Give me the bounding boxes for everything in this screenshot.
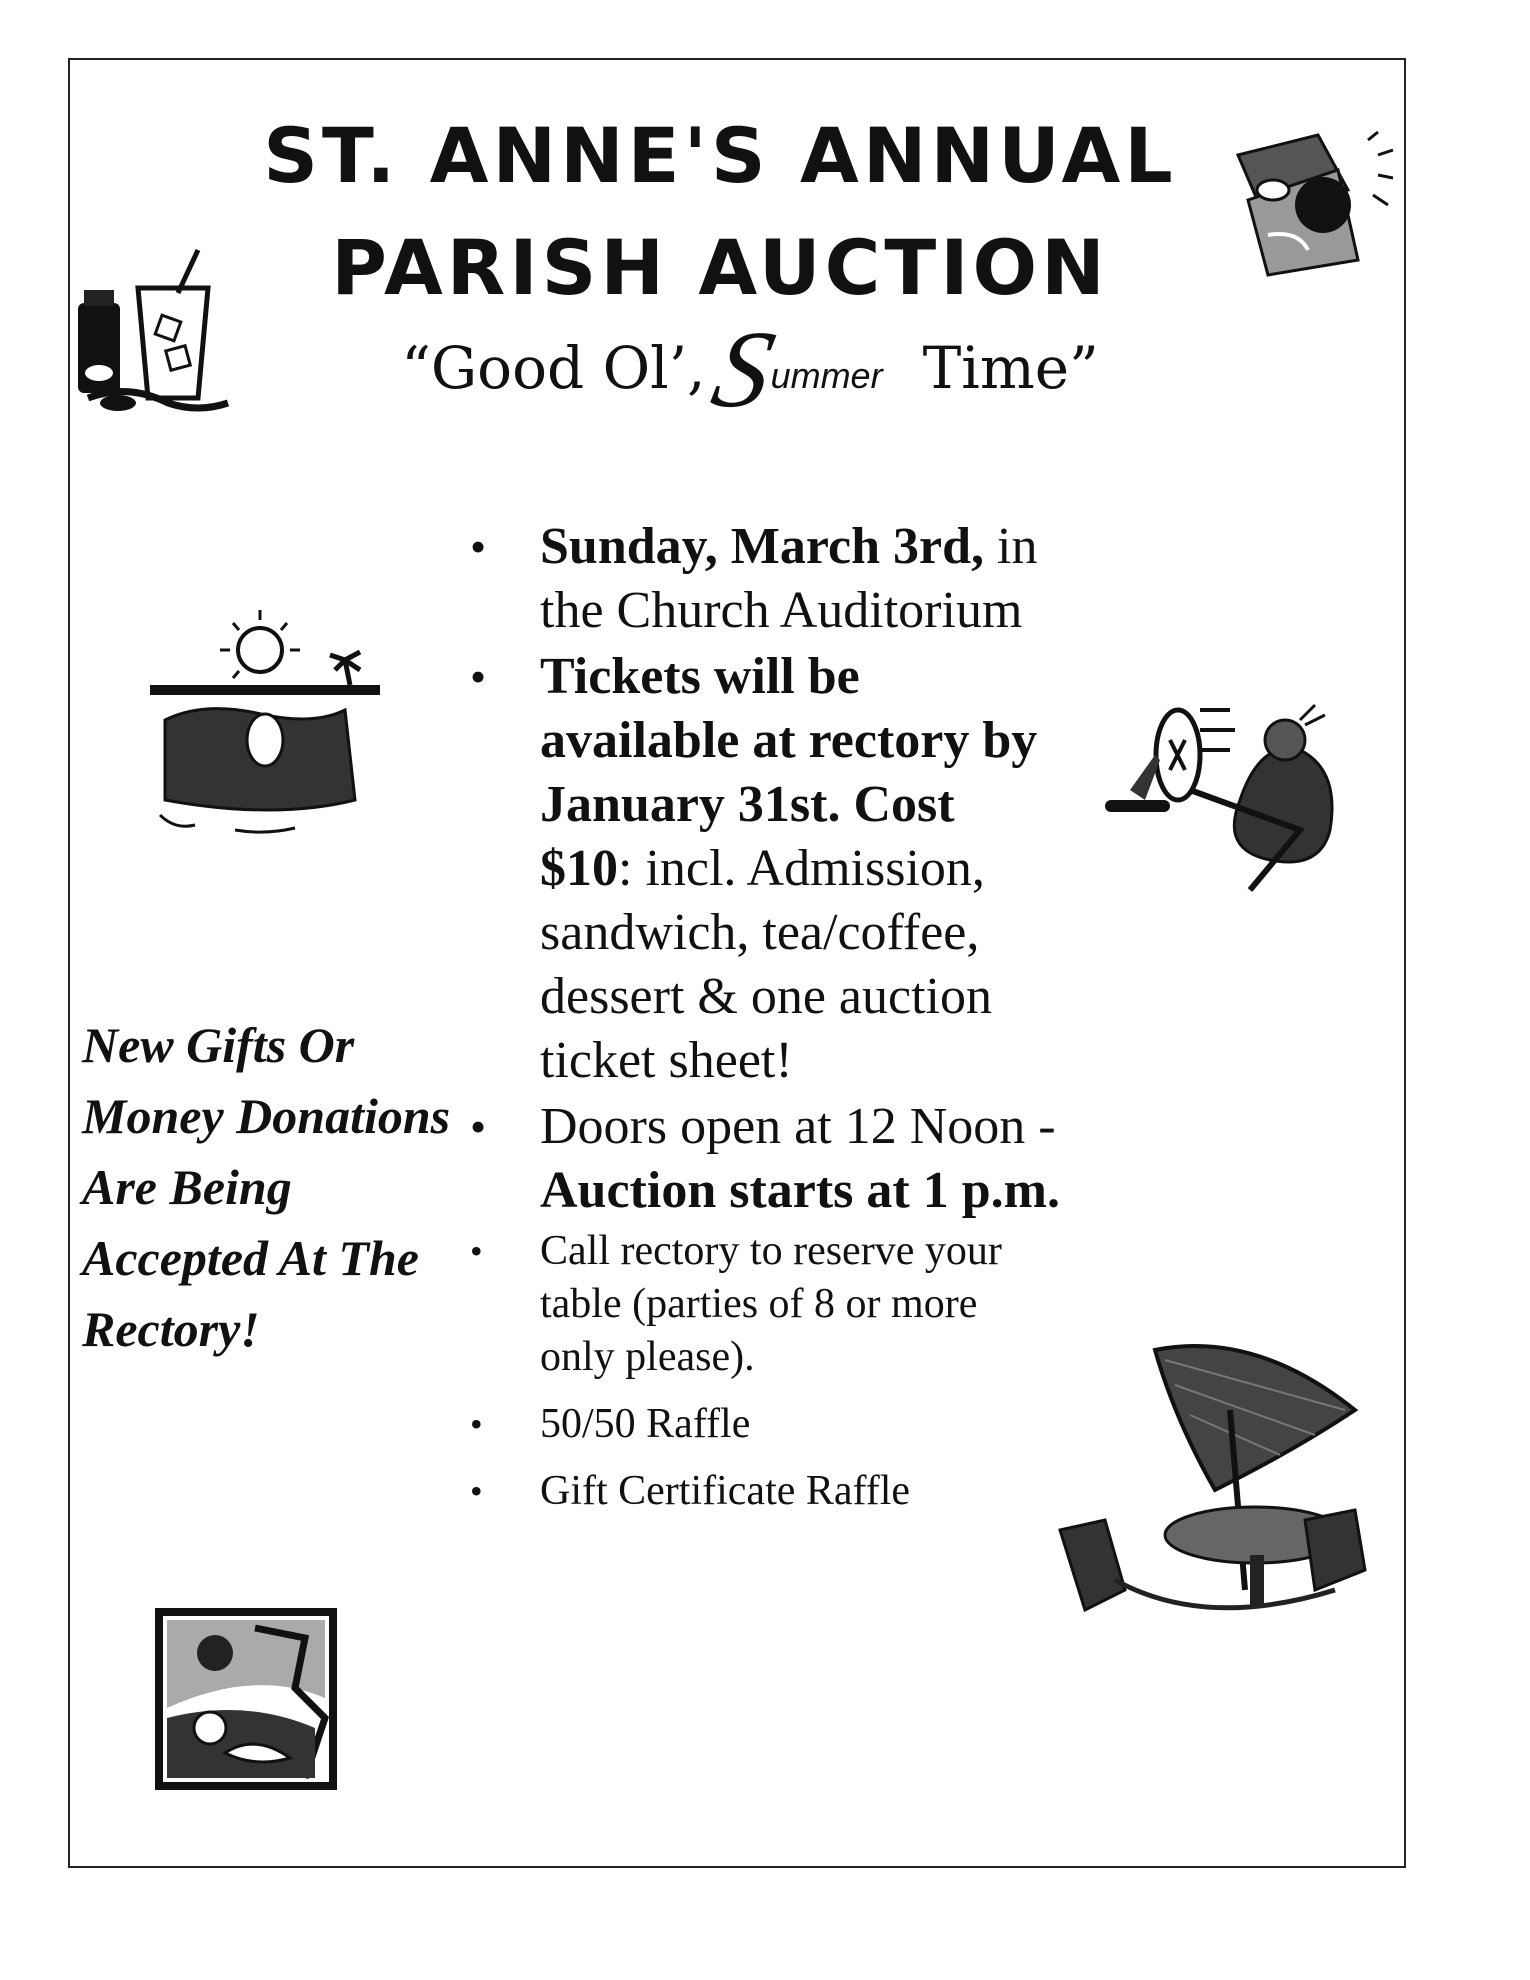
list-item: [470, 1095, 1060, 1223]
title-line-1: ST. ANNE'S ANNUAL: [263, 111, 1177, 200]
subtitle-time: Time”: [922, 334, 1099, 402]
title-line-2: PARISH AUCTION: [331, 223, 1109, 312]
subtitle-s-letter: S: [702, 308, 784, 430]
beach-scene-icon: [155, 1608, 337, 1790]
event-details-list: [470, 515, 1060, 1532]
patio-umbrella-icon: [1055, 1330, 1375, 1630]
subtitle-good-ol: “Good Ol’,: [401, 334, 706, 402]
ticket-includes: : incl. Admission, sandwich, tea/coffee, dessert & one auction ticket sheet!: [540, 840, 992, 1089]
list-item: [470, 1225, 1060, 1384]
event-date: Sunday, March 3rd,: [540, 518, 985, 575]
sun-hammock-icon: [145, 590, 395, 840]
ticket-info: Tickets will be available at rectory by January 31st. Cost $10: [540, 648, 1038, 897]
subtitle: [300, 308, 1200, 430]
list-item: [470, 645, 1060, 1093]
event-location: in the Church Auditorium: [540, 518, 1038, 639]
summer-drinks-icon: [68, 248, 238, 418]
subtitle-ummer: ummer: [770, 355, 883, 396]
beach-items-icon: [1228, 130, 1408, 280]
list-item: [470, 1465, 1060, 1518]
donations-note: New Gifts Or Money Donations Are Being Accepted At The Rectory!: [82, 1017, 451, 1357]
list-item: [470, 1398, 1060, 1451]
doors-open: Doors open at 12 Noon -: [540, 1098, 1056, 1155]
auction-start: Auction starts at 1 p.m.: [540, 1162, 1060, 1219]
reserve-table: Call rectory to reserve your table (parties of 8 or more only please).: [540, 1228, 1002, 1380]
gift-certificate-raffle: Gift Certificate Raffle: [540, 1468, 911, 1514]
fan-person-icon: [1100, 680, 1350, 900]
list-item: [470, 515, 1060, 643]
raffle-5050: 50/50 Raffle: [540, 1401, 751, 1447]
